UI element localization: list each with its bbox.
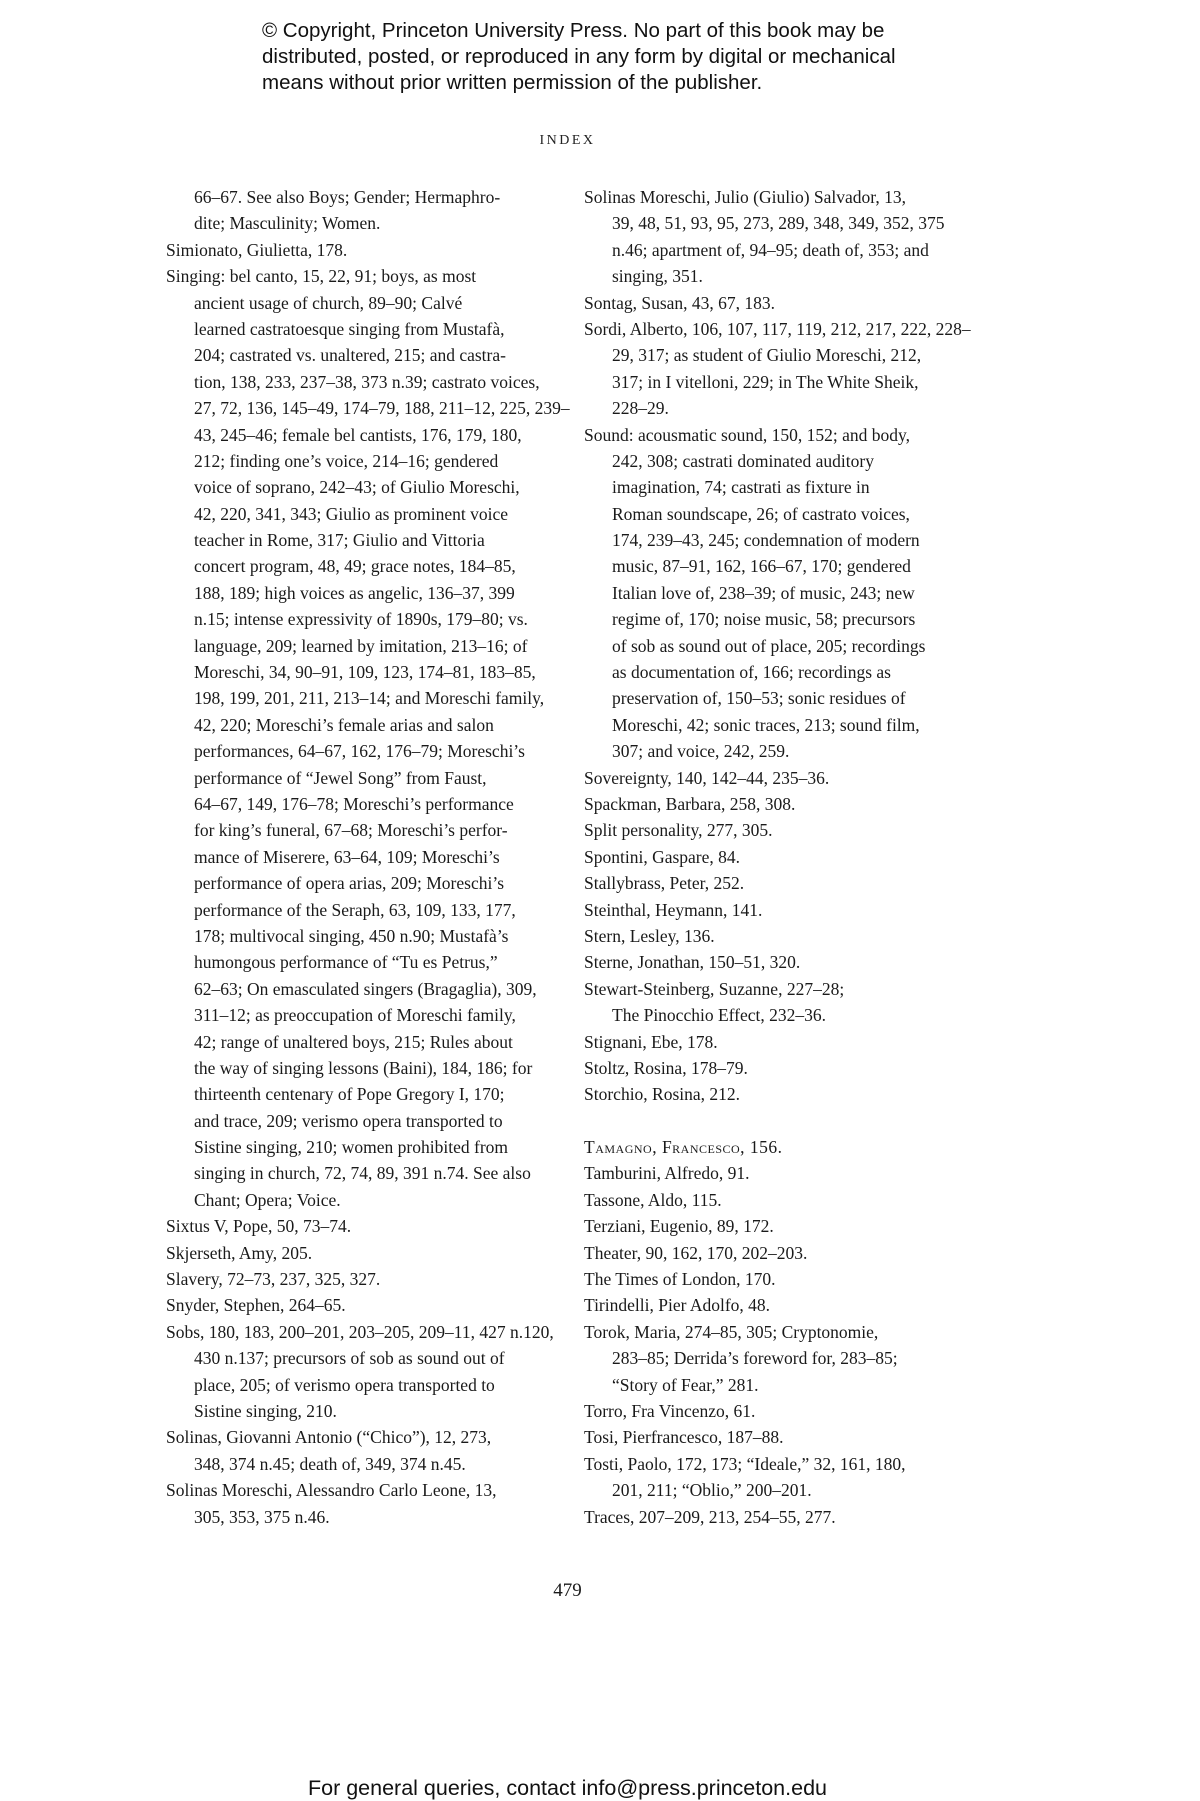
index-entry-continuation: 204; castrated vs. unaltered, 215; and castra- [194,345,506,366]
index-entry: Theater, 90, 162, 170, 202–203. [584,1242,808,1263]
index-entry-continuation: 317; in I vitelloni, 229; in The White Sheik, [612,371,919,392]
index-entry-continuation: regime of, 170; noise music, 58; precursors [612,609,916,630]
index-entry: The Times of London, 170. [584,1269,776,1290]
index-entry-continuation: humongous performance of “Tu es Petrus,” [194,952,498,973]
index-entry-continuation: Sistine singing, 210. [194,1400,337,1421]
index-entry-continuation: 42, 220; Moreschi’s female arias and salon [194,714,494,735]
index-entry-continuation: 188, 189; high voices as angelic, 136–37, 399 [194,582,515,603]
index-entry-continuation: 178; multivocal singing, 450 n.90; Mustafà’s [194,925,509,946]
index-entry-continuation: 201, 211; “Oblio,” 200–201. [612,1480,812,1501]
index-entry: Sordi, Alberto, 106, 107, 117, 119, 212, 217, 222, 228– [584,318,971,339]
index-entry-continuation: preservation of, 150–53; sonic residues of [612,688,906,709]
index-entry-continuation: 42; range of unaltered boys, 215; Rules about [194,1031,513,1052]
index-entry: Stoltz, Rosina, 178–79. [584,1057,748,1078]
index-entry-continuation: dite; Masculinity; Women. [194,213,381,234]
index-entry: Sobs, 180, 183, 200–201, 203–205, 209–11, 427 n.120, [166,1321,554,1342]
index-entry-continuation: 212; finding one’s voice, 214–16; gendered [194,450,499,471]
index-entry-continuation: 283–85; Derrida’s foreword for, 283–85; [612,1348,898,1369]
index-entry-continuation: singing in church, 72, 74, 89, 391 n.74. See also [194,1163,531,1184]
index-entry-continuation: 42, 220, 341, 343; Giulio as prominent voice [194,503,508,524]
index-entry: Snyder, Stephen, 264–65. [166,1295,346,1316]
letter-section-gap [584,1108,984,1134]
index-entry-continuation: 228–29. [612,398,669,419]
index-entry-continuation: language, 209; learned by imitation, 213–16; of [194,635,528,656]
index-entry-continuation: 39, 48, 51, 93, 95, 273, 289, 348, 349, 352, 375 [612,213,945,234]
index-entry-continuation: 27, 72, 136, 145–49, 174–79, 188, 211–12, 225, 239– [194,398,570,419]
index-column-left [166,184,570,1530]
index-entry-continuation: performance of the Seraph, 63, 109, 133, 177, [194,899,516,920]
index-entry-continuation: n.15; intense expressivity of 1890s, 179–80; vs. [194,609,528,630]
index-entry-continuation: Chant; Opera; Voice. [194,1189,341,1210]
index-entry: Tosi, Pierfrancesco, 187–88. [584,1427,784,1448]
index-entry: Tosti, Paolo, 172, 173; “Ideale,” 32, 161, 180, [584,1453,906,1474]
index-entry: Stallybrass, Peter, 252. [584,873,745,894]
index-entry: Solinas, Giovanni Antonio (“Chico”), 12, 273, [166,1427,492,1448]
index-entry-continuation: 62–63; On emasculated singers (Bragaglia), 309, [194,978,537,999]
index-entry-continuation: performance of opera arias, 209; Moreschi’s [194,873,505,894]
index-entry-continuation: teacher in Rome, 317; Giulio and Vittoria [194,530,485,551]
index-entry: Sound: acousmatic sound, 150, 152; and body, [584,424,910,445]
index-entry: Sovereignty, 140, 142–44, 235–36. [584,767,830,788]
index-entry: Tamburini, Alfredo, 91. [584,1163,750,1184]
index-entry-continuation: 64–67, 149, 176–78; Moreschi’s performance [194,793,514,814]
index-entry: Stignani, Ebe, 178. [584,1031,718,1052]
index-entry-continuation: singing, 351. [612,266,703,287]
index-entry: Spontini, Gaspare, 84. [584,846,741,867]
index-entry: Storchio, Rosina, 212. [584,1084,741,1105]
index-entry: Simionato, Giulietta, 178. [166,239,348,260]
index-entry-continuation: the way of singing lessons (Baini), 184, 186; for [194,1057,533,1078]
index-entry: Terziani, Eugenio, 89, 172. [584,1216,774,1237]
index-entry: Solinas Moreschi, Julio (Giulio) Salvador, 13, [584,187,907,207]
index-entry-continuation: “Story of Fear,” 281. [612,1374,759,1395]
index-entry-continuation: mance of Miserere, 63–64, 109; Moreschi’s [194,846,500,867]
index-entry-continuation: Moreschi, 42; sonic traces, 213; sound film, [612,714,920,735]
index-entry-continuation: The Pinocchio Effect, 232–36. [612,1005,826,1026]
copyright-line: © Copyright, Princeton University Press. No part of this book may be [262,19,885,42]
index-entry-continuation: n.46; apartment of, 94–95; death of, 353; and [612,239,929,260]
index-entry: Split personality, 277, 305. [584,820,773,841]
index-entry-continuation: 43, 245–46; female bel cantists, 176, 179, 180, [194,424,522,445]
index-entry-continuation: 242, 308; castrati dominated auditory [612,450,874,471]
index-entry-continuation: Sistine singing, 210; women prohibited from [194,1137,509,1158]
index-entry-continuation: for king’s funeral, 67–68; Moreschi’s perfor- [194,820,508,841]
footer-contact: For general queries, contact info@press.princeton.edu [307,1776,827,1800]
index-entry: Traces, 207–209, 213, 254–55, 277. [584,1506,836,1527]
copyright-line: means without prior written permission of the publisher. [262,71,763,94]
index-entry: Tirindelli, Pier Adolfo, 48. [584,1295,771,1316]
running-head: INDEX [539,133,596,148]
index-entry-continuation: music, 87–91, 162, 166–67, 170; gendered [612,556,911,577]
index-entry-continuation: 29, 317; as student of Giulio Moreschi, 212, [612,345,922,366]
index-entry-continuation: tion, 138, 233, 237–38, 373 n.39; castrato voices, [194,371,540,392]
index-entry: Sterne, Jonathan, 150–51, 320. [584,952,801,973]
index-entry-continuation: 66–67. See also Boys; Gender; Hermaphro- [194,187,501,207]
index-entry-continuation: Moreschi, 34, 90–91, 109, 123, 174–81, 183–85, [194,662,536,683]
index-entry-continuation: 311–12; as preoccupation of Moreschi family, [194,1005,516,1026]
index-entry-continuation: ancient usage of church, 89–90; Calvé [194,292,463,313]
copyright-line: distributed, posted, or reproduced in any form by digital or mechanical [262,45,896,68]
index-entry: Torok, Maria, 274–85, 305; Cryptonomie, [584,1321,879,1342]
index-entry-continuation: Italian love of, 238–39; of music, 243; new [612,582,915,603]
index-entry: Sontag, Susan, 43, 67, 183. [584,292,776,313]
index-entry-continuation: 305, 353, 375 n.46. [194,1506,330,1527]
index-entry-continuation: concert program, 48, 49; grace notes, 184–85, [194,556,516,577]
index-entry-continuation: place, 205; of verismo opera transported to [194,1374,495,1395]
index-entry-continuation: of sob as sound out of place, 205; recordings [612,635,926,656]
copyright-notice [262,18,1022,96]
index-entry-continuation: performance of “Jewel Song” from Faust, [194,767,487,788]
index-entry-continuation: thirteenth centenary of Pope Gregory I, 170; [194,1084,505,1105]
index-entry-continuation: 198, 199, 201, 211, 213–14; and Moreschi family, [194,688,545,709]
index-entry-continuation: as documentation of, 166; recordings as [612,662,891,683]
index-entry: Spackman, Barbara, 258, 308. [584,793,796,814]
index-entry-continuation: 430 n.137; precursors of sob as sound out of [194,1348,505,1369]
index-entry: Slavery, 72–73, 237, 325, 327. [166,1269,381,1290]
index-entry: Solinas Moreschi, Alessandro Carlo Leone, 13, [166,1480,497,1501]
index-entry-continuation: and trace, 209; verismo opera transported to [194,1110,503,1131]
index-entry: Steinthal, Heymann, 141. [584,899,763,920]
index-entry-continuation: learned castratoesque singing from Mustafà, [194,318,505,339]
index-entry: Stern, Lesley, 136. [584,925,715,946]
index-entry: Tassone, Aldo, 115. [584,1189,722,1210]
index-entry: Tamagno, Francesco, 156. [584,1137,783,1158]
index-entry: Stewart-Steinberg, Suzanne, 227–28; [584,978,845,999]
index-entry-continuation: 174, 239–43, 245; condemnation of modern [612,530,920,551]
index-entry: Skjerseth, Amy, 205. [166,1242,313,1263]
index-entry-continuation: 348, 374 n.45; death of, 349, 374 n.45. [194,1453,466,1474]
page-number: 479 [553,1580,582,1601]
index-entry: Singing: bel canto, 15, 22, 91; boys, as most [166,266,477,287]
index-entry-continuation: Roman soundscape, 26; of castrato voices, [612,503,910,524]
index-column-right [584,184,984,1530]
index-entry-continuation: 307; and voice, 242, 259. [612,741,790,762]
index-entry: Sixtus V, Pope, 50, 73–74. [166,1216,352,1237]
index-entry-continuation: performances, 64–67, 162, 176–79; Moreschi’s [194,741,525,762]
index-entry-continuation: imagination, 74; castrati as fixture in [612,477,870,498]
index-entry-continuation: voice of soprano, 242–43; of Giulio Moreschi, [194,477,520,498]
index-entry: Torro, Fra Vincenzo, 61. [584,1400,756,1421]
